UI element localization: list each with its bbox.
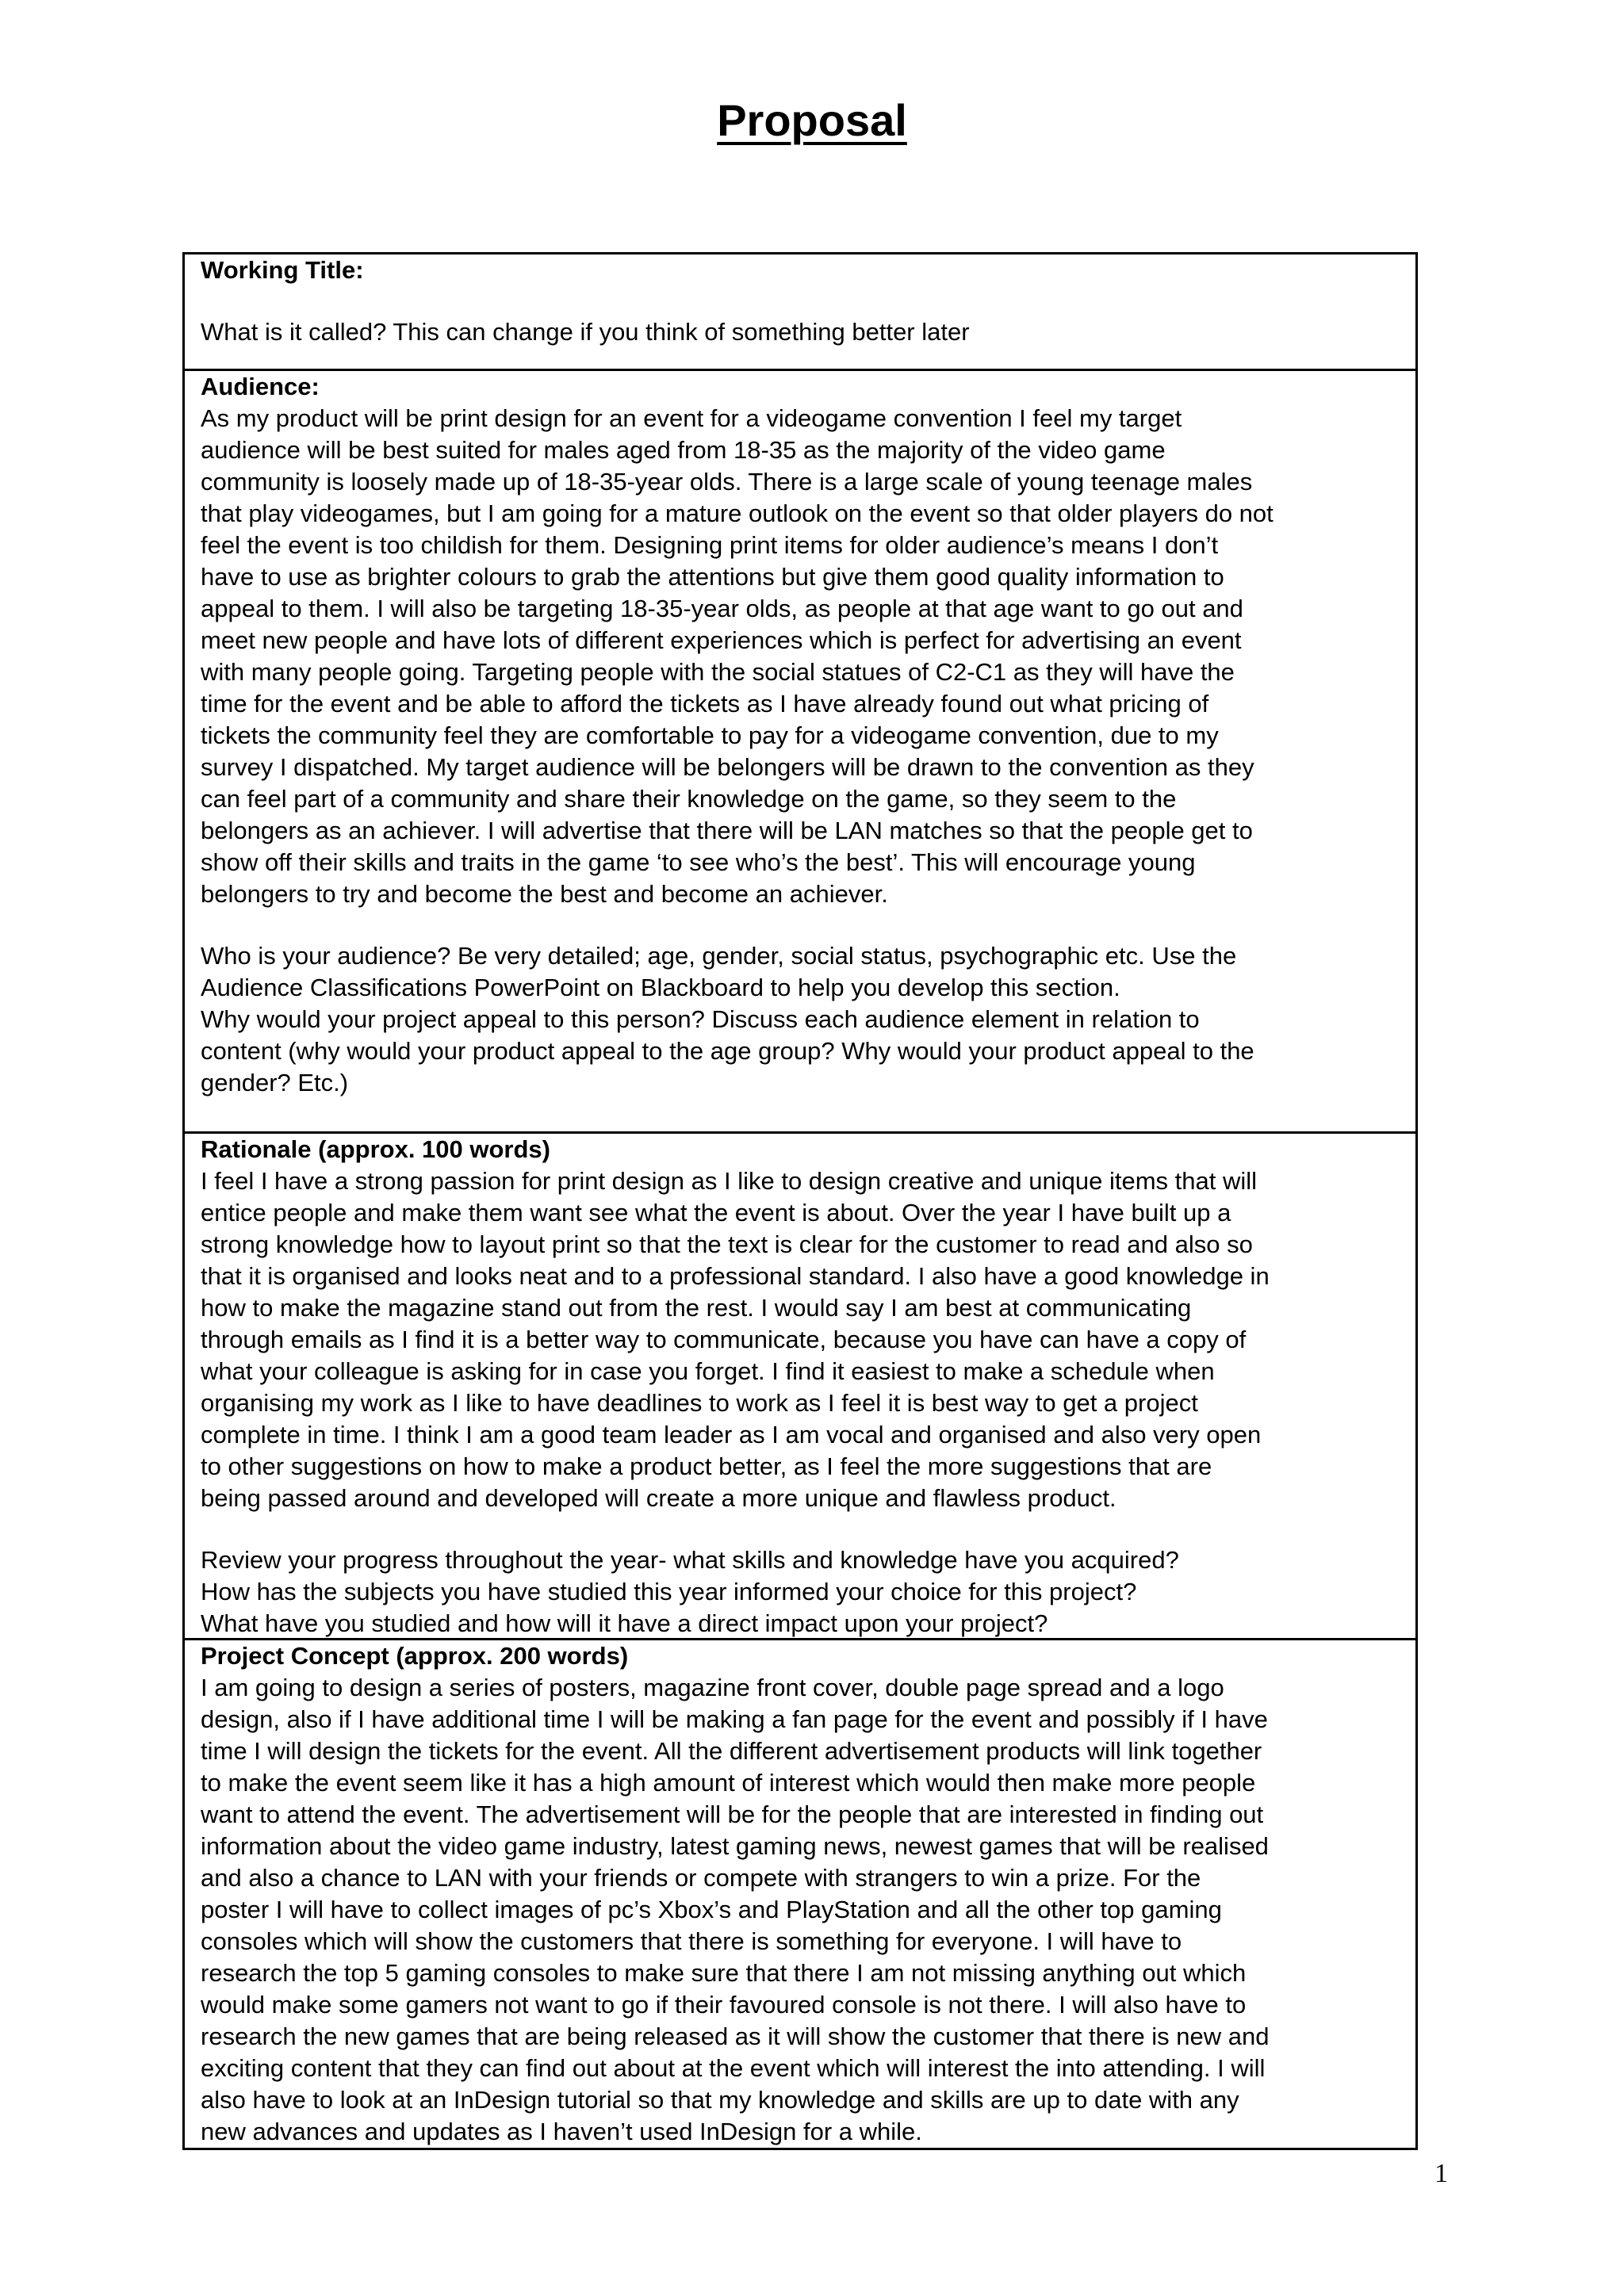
- text-line: how to make the magazine stand out from the rest. I would say I am best at communicating: [201, 1294, 1192, 1322]
- audience-answer: [201, 403, 1401, 910]
- spacer: [201, 910, 1401, 940]
- text-line: What is it called? This can change if you think of something better later: [201, 318, 970, 346]
- text-line: what your colleague is asking for in case you forget. I find it easiest to make a schedule when: [201, 1357, 1215, 1385]
- text-line: and also a chance to LAN with your friends or compete with strangers to win a prize. For the: [201, 1864, 1201, 1892]
- working-title-prompt: [201, 316, 1401, 348]
- text-line: that play videogames, but I am going for a mature outlook on the event so that older players do not: [201, 499, 1274, 527]
- rationale-heading: Rationale (approx. 100 words): [201, 1135, 550, 1163]
- text-line: time I will design the tickets for the event. All the different advertisement products will link together: [201, 1737, 1262, 1765]
- audience-heading: Audience:: [201, 373, 320, 400]
- audience-prompt: [201, 940, 1401, 1099]
- text-line: that it is organised and looks neat and to a professional standard. I also have a good knowledge in: [201, 1262, 1270, 1290]
- text-line: tickets the community feel they are comfortable to pay for a videogame convention, due to my: [201, 721, 1219, 749]
- text-line: I am going to design a series of posters, magazine front cover, double page spread and a logo: [201, 1674, 1224, 1701]
- text-line: would make some gamers not want to go if their favoured console is not there. I will also have to: [201, 1991, 1247, 2019]
- spacer: [201, 1514, 1401, 1544]
- text-line: What have you studied and how will it have a direct impact upon your project?: [201, 1609, 1048, 1637]
- text-line: I feel I have a strong passion for print design as I like to design creative and unique items that will: [201, 1167, 1258, 1195]
- rationale-answer: [201, 1165, 1401, 1514]
- text-line: Why would your project appeal to this person? Discuss each audience element in relation to: [201, 1005, 1200, 1033]
- text-line: survey I dispatched. My target audience will be belongers will be drawn to the convention as they: [201, 753, 1254, 781]
- text-line: belongers to try and become the best and become an achiever.: [201, 880, 888, 908]
- rationale-section: [185, 1134, 1415, 1640]
- text-line: new advances and updates as I haven’t used InDesign for a while.: [201, 2118, 922, 2145]
- text-line: research the top 5 gaming consoles to make sure that there I am not missing anything out which: [201, 1959, 1247, 1987]
- text-line: As my product will be print design for an event for a videogame convention I feel my target: [201, 404, 1182, 432]
- text-line: time for the event and be able to afford the tickets as I have already found out what pricing of: [201, 690, 1209, 718]
- text-line: through emails as I find it is a better way to communicate, because you have can have a copy of: [201, 1326, 1247, 1353]
- text-line: being passed around and developed will create a more unique and flawless product.: [201, 1484, 1116, 1512]
- text-line: with many people going. Targeting people with the social statues of C2-C1 as they will have the: [201, 658, 1235, 686]
- proposal-table: [182, 252, 1418, 2150]
- text-line: feel the event is too childish for them. Designing print items for older audience’s means I don’t: [201, 531, 1219, 559]
- text-line: to make the event seem like it has a high amount of interest which would then make more people: [201, 1769, 1256, 1797]
- text-line: content (why would your product appeal to the age group? Why would your product appeal to the: [201, 1037, 1254, 1065]
- text-line: Audience Classifications PowerPoint on Blackboard to help you develop this section.: [201, 974, 1120, 1001]
- text-line: community is loosely made up of 18-35-year olds. There is a large scale of young teenage males: [201, 468, 1253, 496]
- text-line: consoles which will show the customers that there is something for everyone. I will have to: [201, 1927, 1182, 1955]
- text-line: entice people and make them want see what the event is about. Over the year I have built up a: [201, 1199, 1231, 1226]
- project-concept-section: [185, 1640, 1415, 2148]
- text-line: design, also if I have additional time I will be making a fan page for the event and possibly if I have: [201, 1705, 1268, 1733]
- text-line: also have to look at an InDesign tutorial so that my knowledge and skills are up to date with any: [201, 2086, 1239, 2114]
- text-line: gender? Etc.): [201, 1069, 349, 1096]
- text-line: appeal to them. I will also be targeting 18-35-year olds, as people at that age want to go out and: [201, 595, 1243, 622]
- text-line: want to attend the event. The advertisement will be for the people that are interested in finding out: [201, 1800, 1264, 1828]
- page-title: Proposal: [717, 95, 907, 145]
- working-title-heading: Working Title:: [201, 256, 364, 284]
- text-line: belongers as an achiever. I will advertise that there will be LAN matches so that the people get to: [201, 817, 1253, 844]
- text-line: research the new games that are being released as it will show the customer that there is new and: [201, 2022, 1270, 2050]
- text-line: can feel part of a community and share their knowledge on the game, so they seem to the: [201, 785, 1177, 813]
- text-line: How has the subjects you have studied this year informed your choice for this project?: [201, 1578, 1137, 1605]
- project-concept-answer: [201, 1672, 1401, 2148]
- text-line: audience will be best suited for males aged from 18-35 as the majority of the video game: [201, 436, 1166, 464]
- text-line: complete in time. I think I am a good team leader as I am vocal and organised and also very open: [201, 1421, 1262, 1448]
- text-line: meet new people and have lots of different experiences which is perfect for advertising an event: [201, 626, 1242, 654]
- rationale-prompt: [201, 1544, 1401, 1640]
- text-line: poster I will have to collect images of pc’s Xbox’s and PlayStation and all the other top gaming: [201, 1896, 1222, 1923]
- text-line: information about the video game industry, latest gaming news, newest games that will be realised: [201, 1832, 1269, 1860]
- audience-section: [185, 371, 1415, 1134]
- text-line: show off their skills and traits in the game ‘to see who’s the best’. This will encourage young: [201, 848, 1196, 876]
- text-line: to other suggestions on how to make a product better, as I feel the more suggestions that are: [201, 1452, 1212, 1480]
- text-line: have to use as brighter colours to grab the attentions but give them good quality information to: [201, 563, 1224, 591]
- project-concept-heading: Project Concept (approx. 200 words): [201, 1642, 629, 1670]
- text-line: strong knowledge how to layout print so that the text is clear for the customer to read and also so: [201, 1230, 1253, 1258]
- text-line: exciting content that they can find out about at the event which will interest the into attending. I will: [201, 2054, 1266, 2082]
- working-title-section: [185, 254, 1415, 371]
- text-line: organising my work as I like to have deadlines to work as I feel it is best way to get a project: [201, 1389, 1198, 1417]
- text-line: Who is your audience? Be very detailed; age, gender, social status, psychographic etc. Use the: [201, 942, 1237, 970]
- spacer: [201, 286, 1401, 316]
- page-number: 1: [1434, 2159, 1448, 2188]
- text-line: Review your progress throughout the year- what skills and knowledge have you acquired?: [201, 1546, 1179, 1574]
